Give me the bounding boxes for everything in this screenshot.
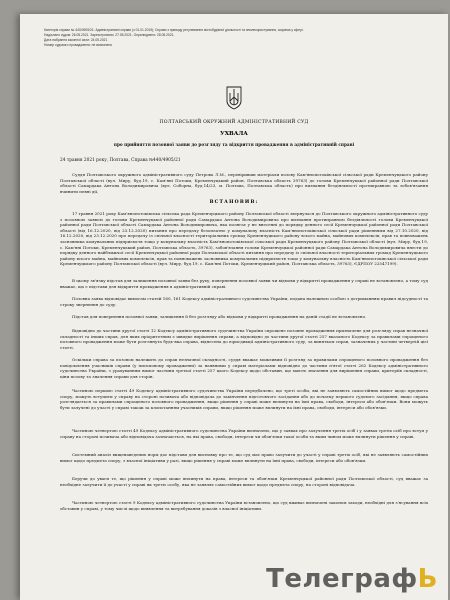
body-paragraph: 17 травня 2021 року Кам'янопотоківська сільська рада Кременчуцького району Полтавської області звернулася до Полтавського окружного адміністративного суду з позовною заявою до голови Кременчуцької районної ради Самардака Антона Володимировича про визнання протиправною бездіяльності голови Кременчуцької районної ради Полтавської області Самардака Антона Володимировича, яка полягає у не внесенні до порядку денного сесії Кременчуцької районної ради Полтавської області (від 16.12.2020, від 23.12.2020) питання про передачу безоплатно у комунальну власність Кам'янопотоківської сільської ради рішеннями від 27.10.2020, від 16.12.2020, від 23.12.2020 про передачу із спільної власності територіальних громад Кременчуцького району всього майна, майнових комплексів, прав та повноважень засновника комунальних підприємств тощо у комунальну власність Кам'янопотоківської сільської ради Кременчуцького району Полтавської області (вул. Миру, буд.19, с. Кам'яні Потоки, Кременчуцький район, Полтавська область, 39763), зобов'язання голови Кременчуцької районної ради Самардака Антона Володимировича внести до порядку денного найближчої сесії Кременчуцької районної ради Полтавської області питання про передачу із спільної власності територіальних громад Кременчуцького району всього майна, майнових комплексів, прав та повноважень засновника комунальних підприємств тощо у комунальну власність Кам'янопотоківської сільської ради Кременчуцького району Полтавської області (вул. Миру, буд.19, с. Кам'яні Потоки, Кременчуцький район, Полтавська область, 39763), ЄДРПОУ 22547199). [60, 211, 428, 267]
date-and-case-line: 24 травня 2021 року, Полтава, Справа №440/4905/21 [60, 158, 181, 163]
body-paragraph: Відповідно до частини другої статті 12 Кодексу адміністративного судочинства України спрощене позовне провадження призначене для розгляду справ незначної складності та інших справ, для яких пріоритетним є швидке вирішення справи, а відповідно до частини другої статті 257 вказаного Кодексу за правилами спрощеного позовного провадження може бути розглянута будь-яка справа, віднесена до юрисдикції адміністративного суду, за винятком справ, зазначених у частині четвертій цієї статті. [60, 328, 428, 350]
intro-paragraph: Суддя Полтавського окружного адміністративного суду Петрова Л.М., перевіривши матеріали позову Кам'янопотоківської сільської ради Кременчуцького району Полтавської області (вул. Миру, буд.19, с. Кам'яні Потоки, Кременчуцький район, Полтавська область 39763) до голови Кременчуцької районної ради Полтавської області Самардака Антона Володимировича (вул. Соборна, буд.14/23, м. Полтава, Полтавська область) про визнання бездіяльності протиправною та зобов'язання вчинити певні дії, [60, 172, 428, 194]
court-name: ПОЛТАВСЬКИЙ ОКРУЖНИЙ АДМІНІСТРАТИВНИЙ СУД [159, 120, 309, 125]
body-paragraph: Беручи до уваги те, що рішення у справі може вплинути на права, інтереси та обов'язки Кременчуцької районної ради Полтавської області, суд вважає за необхідне залучити її до участі у справі як третю особу, яка не заявляє самостійних вимог щодо предмета спору, на стороні відповідача. [60, 476, 428, 487]
watermark-accent: Ь [417, 564, 438, 594]
document-subtitle: про прийняття позовної заяви до розгляду та відкриття провадження в адміністративній справі [113, 142, 355, 147]
body-paragraph: Системний аналіз вищенаведених норм дає підстави для висновку про те, що суд має право залучити до участі у справі третіх осіб, які не заявляють самостійних вимог щодо предмета спору, з власної ініціативи у разі, якщо рішення у справі може вплинути на їхні права, свободи, інтереси або обов'язки. [60, 452, 428, 463]
body-paragraph: Частиною четвертою статті 49 Кодексу адміністративного судочинства України визначено, що у заявах про залучення третіх осіб і у заявах третіх осіб про вступ у справу на стороні позивача або відповідача зазначається, на які права, свободи, інтереси чи обов'язки такої особи та яким чином може вплинути рішення у справі. [60, 428, 428, 439]
body-paragraph: Частиною четвертою статті 9 Кодексу адміністративного судочинства України встановлено, що суд вживає визначені законом заходи, необхідні для з'ясування всіх обставин у справі, у тому числі щодо виявлення та витребування доказів з власної ініціативи. [60, 500, 428, 511]
body-paragraph: Підстав для повернення позовної заяви, залишення її без розгляду або відмови у відкритті провадження на даній стадії не встановлено. [72, 314, 367, 319]
metadata-category: Категорія справи № 440/4905/21: Адміністративні справи (з 01.01.2019); Справи з приводу регулювання містобудівної діяльності та землекористування, зокрема у сфері. [44, 28, 304, 32]
metadata-proceedings-number: Номер судового провадження: не визначено [44, 43, 113, 47]
body-paragraph: Позовна заява відповідає вимогам статей 160, 161 Кодексу адміністративного судочинства України, подана належною особою з дотриманням правил підсудності та строку звернення до суду. [60, 296, 428, 307]
document-metadata [44, 28, 444, 48]
body-paragraph: Оскільки справа за позовом належить до справ незначної складності, суддя вважає можливим її розгляд за правилами спрощеного позовного провадження без повідомлення учасників справи (у письмовому провадженні) за наявними у справі матеріалами відповідно до частини п'ятої статті 262 Кодексу адміністративного судочинства України, з урахуванням вимог частини третьої статті 257 цього Кодексу щодо обставин, що мають значення для вирішення справи, критеріїв складності, ціни позову та значення справи для сторін. [60, 357, 428, 379]
metadata-effective-date: Дата набрання законної сили: 24.05.2021 [44, 38, 108, 42]
section-heading: ВСТАНОВИВ: [209, 200, 259, 205]
coat-of-arms-icon [226, 86, 242, 110]
document-page [20, 14, 448, 600]
body-paragraph: В цьому зв'язку підстав для залишення позовної заяви без руху, повернення позовної заяви чи відмови у відкритті провадження у справі не встановлено, а тому суд вважає, що є підстави для відкриття провадження в адміністративній справі. [60, 278, 428, 289]
publisher-watermark [266, 564, 438, 594]
metadata-sent: Надіслано судом: 26.05.2021. Зареєстровано: 27.05.2021. Оприлюднено: 28.05.2021. [44, 33, 175, 37]
document-title: УХВАЛА [220, 131, 248, 137]
body-paragraph: Частиною першою статті 49 Кодексу адміністративного судочинства України передбачено, що треті особи, які не заявляють самостійних вимог щодо предмета спору, можуть вступити у справу на стороні позивача або відповідача до закінчення підготовчого засідання або до початку першого судового засідання, якщо справа розглядається за правилами спрощеного позовного провадження, якщо рішення у справі може вплинути на їхні права, свободи, інтереси або обов'язки. Вони можуть бути залучені до участі у справі також за клопотанням учасників справи, якщо рішення може вплинути на їхні права, свободи, інтереси або обов'язки. [60, 388, 428, 410]
watermark-text: Телеграф [266, 564, 418, 594]
